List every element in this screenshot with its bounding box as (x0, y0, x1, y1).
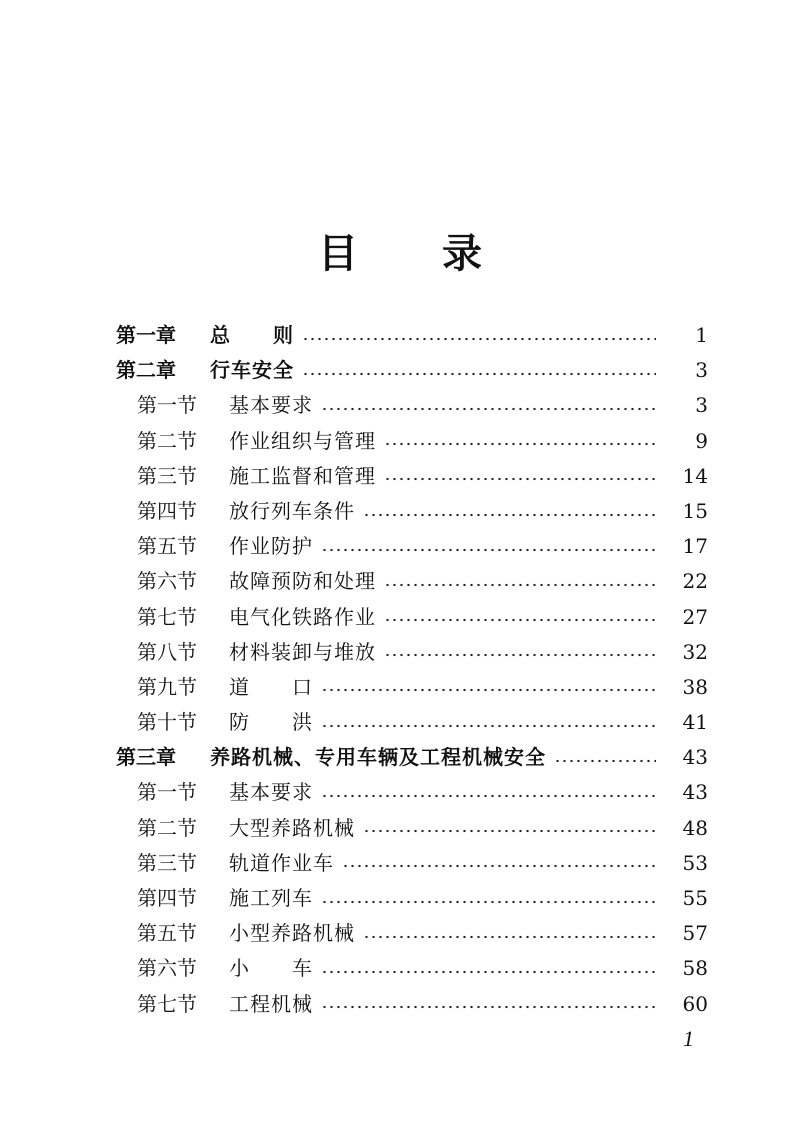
toc-entry-title: 养路机械、专用车辆及工程机械安全 (210, 745, 546, 770)
toc-entry-number: 第三章 (116, 745, 176, 770)
toc-entry-number: 第一节 (137, 393, 197, 418)
toc-dot-leader (321, 688, 656, 692)
toc-dot-leader (384, 618, 656, 622)
toc-dot-leader (384, 653, 656, 657)
toc-entry-title: 轨道作业车 (229, 850, 334, 875)
toc-entry-number: 第六节 (137, 569, 197, 594)
toc-section-entry (0, 775, 800, 810)
toc-dot-leader (321, 900, 656, 904)
toc-entry-number: 第二节 (137, 815, 197, 840)
toc-entry-number: 第四节 (137, 498, 197, 523)
toc-entry-page: 3 (695, 393, 708, 418)
toc-dot-leader (384, 442, 656, 446)
toc-entry-title: 大型养路机械 (229, 815, 355, 840)
toc-section-entry (0, 916, 800, 951)
toc-dot-leader (321, 407, 656, 411)
toc-dot-leader (384, 477, 656, 481)
toc-entry-page: 53 (682, 850, 708, 875)
toc-entry-page: 22 (682, 569, 708, 594)
toc-chapter-entry (0, 353, 800, 388)
toc-entry-title: 小 车 (229, 956, 313, 981)
toc-entry-number: 第三节 (137, 463, 197, 488)
toc-entry-number: 第二节 (137, 428, 197, 453)
toc-section-entry (0, 494, 800, 529)
toc-section-entry (0, 951, 800, 986)
toc-dot-leader (321, 548, 656, 552)
table-of-contents (0, 318, 800, 1022)
toc-entry-page: 27 (682, 604, 708, 629)
toc-dot-leader (554, 759, 656, 763)
toc-entry-number: 第一章 (116, 323, 176, 347)
toc-entry-title: 工程机械 (229, 991, 313, 1016)
toc-section-entry (0, 388, 800, 423)
toc-section-entry (0, 635, 800, 670)
toc-entry-page: 17 (682, 534, 708, 559)
page-number: 1 (683, 1026, 694, 1051)
toc-entry-page: 43 (682, 745, 708, 770)
toc-entry-title: 基本要求 (229, 393, 313, 418)
toc-entry-title: 道 口 (229, 674, 313, 699)
toc-entry-title: 材料装卸与堆放 (229, 639, 376, 664)
toc-section-entry (0, 846, 800, 881)
toc-entry-page: 1 (695, 323, 708, 347)
toc-section-entry (0, 811, 800, 846)
toc-entry-page: 41 (682, 710, 708, 735)
toc-dot-leader (363, 829, 656, 833)
toc-entry-title: 电气化铁路作业 (229, 604, 376, 629)
toc-entry-number: 第六节 (137, 956, 197, 981)
toc-chapter-entry (0, 318, 800, 353)
toc-entry-title: 作业组织与管理 (229, 428, 376, 453)
toc-entry-number: 第七节 (137, 604, 197, 629)
toc-entry-title: 放行列车条件 (229, 498, 355, 523)
toc-section-entry (0, 881, 800, 916)
toc-dot-leader (363, 513, 656, 517)
toc-entry-title: 小型养路机械 (229, 921, 355, 946)
toc-section-entry (0, 987, 800, 1022)
toc-entry-number: 第十节 (137, 710, 197, 735)
toc-section-entry (0, 670, 800, 705)
toc-entry-page: 38 (682, 674, 708, 699)
toc-entry-page: 60 (682, 991, 708, 1016)
toc-entry-number: 第三节 (137, 850, 197, 875)
toc-entry-title: 故障预防和处理 (229, 569, 376, 594)
toc-entry-page: 3 (695, 358, 708, 383)
toc-section-entry (0, 705, 800, 740)
toc-section-entry (0, 529, 800, 564)
toc-entry-number: 第二章 (116, 358, 176, 383)
toc-entry-number: 第五节 (137, 921, 197, 946)
toc-entry-page: 48 (682, 815, 708, 840)
toc-chapter-entry (0, 740, 800, 775)
toc-entry-page: 43 (682, 780, 708, 805)
toc-entry-number: 第四节 (137, 886, 197, 910)
toc-dot-leader (302, 337, 656, 341)
toc-entry-number: 第七节 (137, 991, 197, 1016)
toc-entry-title: 总 则 (210, 323, 294, 347)
toc-entry-page: 55 (682, 886, 708, 910)
page-title-left: 目 (318, 231, 358, 277)
toc-entry-page: 58 (682, 956, 708, 981)
toc-section-entry (0, 564, 800, 599)
toc-dot-leader (321, 970, 656, 974)
toc-dot-leader (321, 794, 656, 798)
toc-dot-leader (321, 724, 656, 728)
page-title (0, 222, 800, 279)
toc-entry-page: 9 (695, 428, 708, 453)
toc-entry-title: 防 洪 (229, 710, 313, 735)
toc-entry-title: 施工监督和管理 (229, 463, 376, 488)
toc-entry-page: 32 (682, 639, 708, 664)
toc-entry-title: 行车安全 (210, 358, 294, 383)
toc-entry-page: 14 (682, 463, 708, 488)
toc-dot-leader (302, 372, 656, 376)
page-title-right: 录 (442, 231, 482, 277)
toc-section-entry (0, 424, 800, 459)
toc-entry-number: 第八节 (137, 639, 197, 664)
toc-entry-title: 基本要求 (229, 780, 313, 805)
toc-dot-leader (321, 1005, 656, 1009)
toc-entry-page: 57 (682, 921, 708, 946)
toc-section-entry (0, 600, 800, 635)
toc-dot-leader (384, 583, 656, 587)
toc-section-entry (0, 459, 800, 494)
toc-entry-number: 第五节 (137, 534, 197, 559)
toc-entry-number: 第九节 (137, 674, 197, 699)
toc-dot-leader (342, 864, 656, 868)
toc-entry-title: 施工列车 (229, 886, 313, 910)
toc-entry-number: 第一节 (137, 780, 197, 805)
toc-dot-leader (363, 935, 656, 939)
toc-entry-page: 15 (682, 498, 708, 523)
toc-entry-title: 作业防护 (229, 534, 313, 559)
